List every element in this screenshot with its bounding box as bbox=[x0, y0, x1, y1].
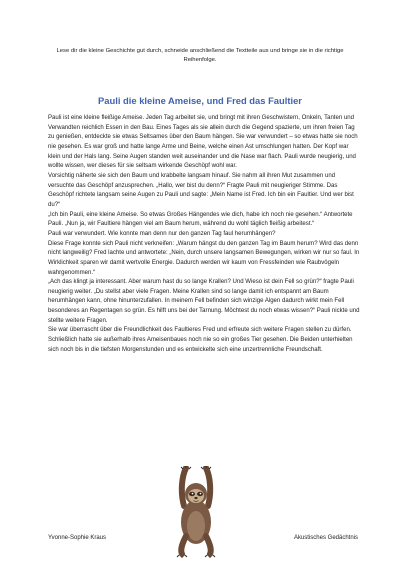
sloth-illustration bbox=[166, 466, 226, 558]
story-paragraph: „Ich bin Pauli, eine kleine Ameise. So etwas Großes Hängendes wie dich, habe ich noch nie gesehen.“ Antwortete Pauli. „Nun ja, wir Faultiere hängen viel am Baum herum, während du wohl täglich fleißig arbeitest.“ bbox=[48, 211, 353, 228]
story-paragraph: Vorsichtig näherte sie sich den Baum und krabbelte langsam hinauf. Sie nahm all ihren Mut zusammen und versuchte das Geschöpf anzusprechen. „Hallo, wer bist du denn?“ Fragte Pauli mit neugieriger Stimme. Das Geschöpf richtete langsam seine Augen zu Pauli und sagte: „Mein Name ist Fred. Ich bin ein Faultier. Und wer bist du?“ bbox=[48, 172, 354, 208]
story-paragraph: Diese Frage konnte sich Pauli nicht verkneifen: „Warum hängst du den ganzen Tag im Baum herum? Wird das denn nicht langweilig? Fred lachte und antwortete: „Nein, durch unsere langsamen Bewegungen, wirken wir nur so faul. In Wirklichkeit sparen wir damit wertvolle Energie. Dadurch werden wir kaum von Fressfeinden wie Raubvögeln wahrgenommen.“ bbox=[48, 240, 360, 276]
story-paragraph: Pauli ist eine kleine fleißige Ameise. Jeden Tag arbeitet sie, und bringt mit ihren Geschwistern, Onkeln, Tanten und Verwandten reichlich Essen in den Bau. Eines Tages als sie allein durch die Gegend spazierte, um ihren freien Tag zu genießen, entdeckte sie etwas Seltsames über den Baum hängen. Sie war verwundert – so etwas hatte sie noch nie gesehen. Es war groß und hatte lange Arme und Beine, welche einen Ast umschlungen hatten. Der Kopf war klein und der Hals lang. Seine Augen standen weit auseinander und die Nase war flach. Pauli wurde neugierig, und wollte wissen, wer dieses für sie seltsam wirkende Geschöpf wohl war. bbox=[48, 115, 358, 170]
story-text bbox=[48, 114, 360, 355]
story-paragraph: „Ach das klingt ja interessant. Aber warum hast du so lange Krallen? Und Wieso ist dein Fell so grün?“ fragte Pauli neugierig weiter. „Du stellst aber viele Fragen. Meine Krallen sind so lange damit ich entspannt am Baum herumhängen kann, ohne hinunterzufallen. In meinem Fell befinden sich winzige Algen dadurch wirkt mein Fell besonderes an Regentagen so grün. Es hilft uns bei der Tarnung. Möchtest du noch etwas wissen?“ Pauli nickte und stellte weitere Fragen. bbox=[48, 279, 360, 324]
story-paragraph: Pauli war verwundert. Wie konnte man denn nur den ganzen Tag faul herumhängen? bbox=[48, 230, 276, 237]
instruction-text: Lese dir die kleine Geschichte gut durch, schneide anschließend die Textteile aus und bringe sie in die richtige Reihenfolge. bbox=[56, 48, 344, 63]
story-paragraph: Sie war überrascht über die Freundlichkeit des Faultieres Fred und erfreute sich weitere Fragen stellen zu dürfen. Schließlich hatte sie außerhalb ihres Ameisenbaues noch nie so ein großes Tier gesehen. Die Beiden unterhielten sich noch bis in die tiefsten Morgenstunden und es entwickelte sich eine unzertrennliche Freundschaft. bbox=[48, 327, 353, 353]
footer-author: Yvonne-Sophie Kraus bbox=[48, 535, 107, 541]
story-title: Pauli die kleine Ameise, und Fred das Faultier bbox=[98, 95, 302, 106]
footer-label: Akustisches Gedächtnis bbox=[293, 535, 358, 541]
